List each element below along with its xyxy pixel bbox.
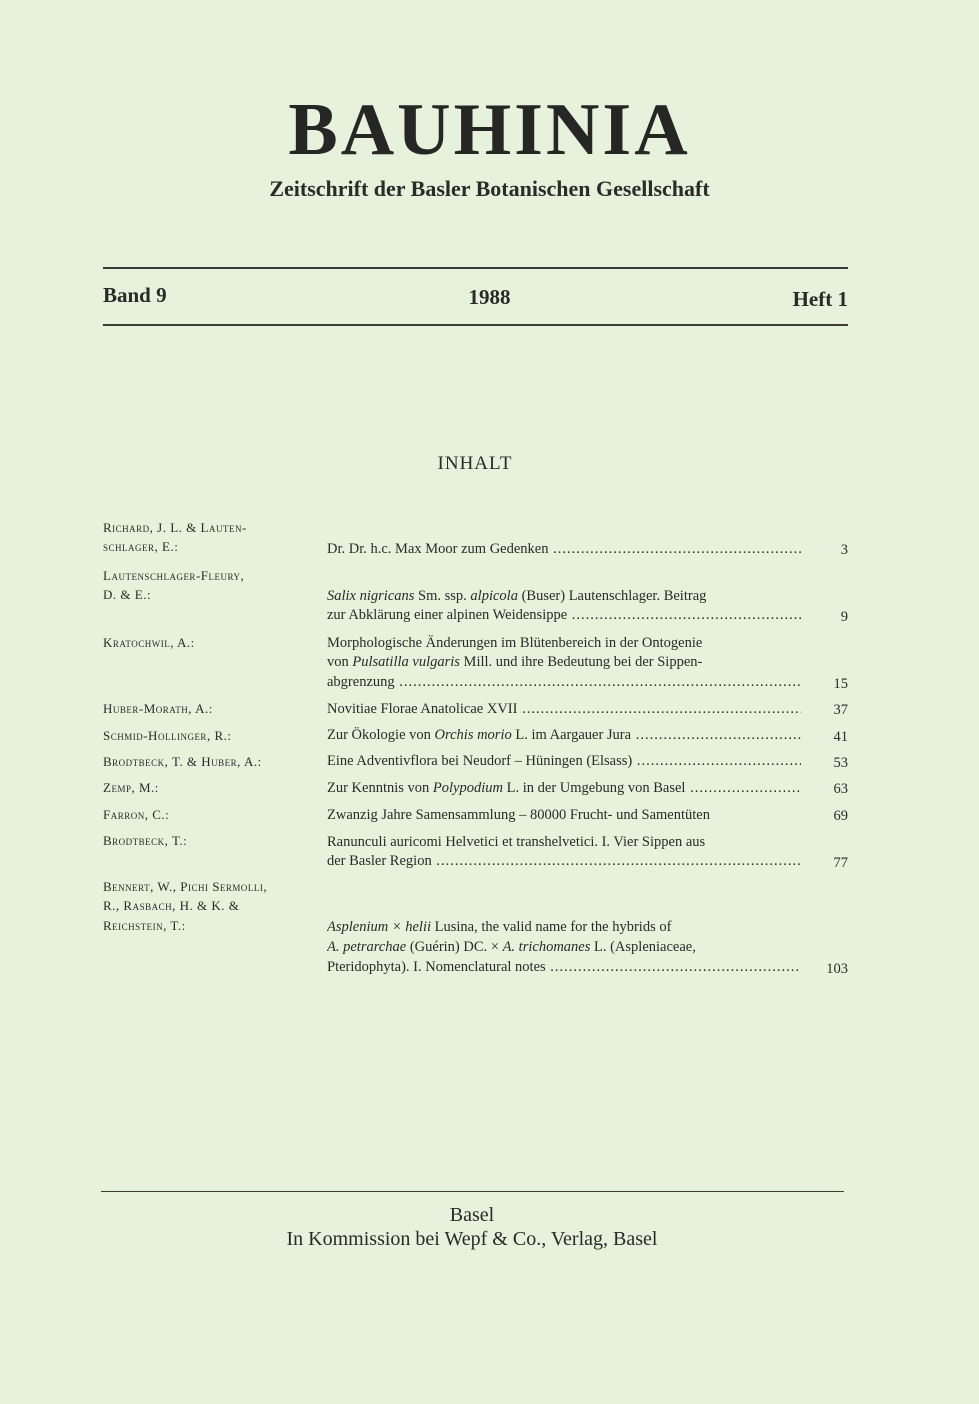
taxon-name: Asplenium × helii (327, 919, 432, 935)
taxon-name: Polypodium (432, 780, 503, 796)
toc-page-number: 53 (833, 755, 848, 771)
toc-page-number: 69 (833, 808, 848, 824)
toc-page-number: 103 (826, 961, 848, 977)
toc-title-line: Zur Ökologie von Orchis morio L. im Aargauer Jura ..... (327, 726, 801, 745)
toc-author-line: schlager, E.: (103, 539, 179, 554)
toc-title-line: Zur Kenntnis von Polypodium L. in der Umgebung von Basel ..... (327, 779, 801, 798)
publisher-city: Basel (449, 1204, 495, 1226)
taxon-name: alpicola (470, 588, 518, 604)
journal-subtitle: Zeitschrift der Basler Botanischen Gesellschaft (269, 176, 710, 201)
taxon-name: Salix nigricans (327, 588, 415, 604)
toc-author-line: Reichstein, T.: (103, 918, 186, 933)
toc-title-line: abgrenzung ..... (327, 673, 801, 692)
toc-author-line: Bennert, W., Pichi Sermolli, (103, 879, 268, 894)
issue-label: Heft 1 (792, 287, 848, 311)
toc-author-line: Richard, J. L. & Lauten- (103, 520, 247, 535)
publisher-line: In Kommission bei Wepf & Co., Verlag, Basel (286, 1228, 658, 1250)
toc-author-line: Kratochwil, A.: (103, 635, 195, 650)
taxon-name: A. petrarchae (327, 939, 407, 955)
toc-title-line: Pteridophyta). I. Nomenclatural notes ..... (327, 958, 801, 977)
toc-title-line: der Basler Region ..... (327, 852, 801, 871)
toc-title-line: Morphologische Änderungen im Blütenbereich in der Ontogenie (327, 635, 703, 651)
toc-author-line: Huber-Morath, A.: (103, 701, 213, 716)
toc-title-line: von Pulsatilla vulgaris Mill. und ihre Bedeutung bei der Sippen- (327, 654, 703, 670)
taxon-name: Pulsatilla vulgaris (352, 654, 460, 670)
toc-author-line: Brodtbeck, T. & Huber, A.: (103, 754, 262, 769)
toc-title-line: Dr. Dr. h.c. Max Moor zum Gedenken ..... (327, 540, 801, 559)
journal-title: BAUHINIA (288, 89, 691, 171)
toc-author-line: D. & E.: (103, 587, 152, 602)
toc-page-number: 41 (833, 729, 848, 745)
toc-title-line: Asplenium × helii Lusina, the valid name for the hybrids of (327, 919, 672, 935)
toc-title-line: Ranunculi auricomi Helvetici et transhelvetici. I. Vier Sippen aus (327, 834, 706, 850)
toc-author-line: Farron, C.: (103, 807, 170, 822)
toc-title-line: A. petrarchae (Guérin) DC. × A. trichomanes L. (Aspleniaceae, (327, 939, 696, 955)
taxon-name: A. trichomanes (502, 939, 591, 955)
toc-author-line: Schmid-Hollinger, R.: (103, 728, 232, 743)
taxon-name: Orchis morio (434, 727, 512, 743)
header-rule-top (103, 267, 848, 269)
toc-title-line: Zwanzig Jahre Samensammlung – 80000 Frucht- und Samentüten (327, 807, 710, 823)
toc-page-number: 63 (833, 781, 848, 797)
toc-title-line: Salix nigricans Sm. ssp. alpicola (Buser) Lautenschlager. Beitrag (327, 588, 707, 604)
header-rule-bottom (103, 324, 848, 326)
footer-rule (101, 1191, 844, 1192)
toc-author-line: Brodtbeck, T.: (103, 833, 188, 848)
toc-page-number: 9 (840, 609, 848, 625)
year-label: 1988 (468, 285, 511, 309)
toc-title-line: Novitiae Florae Anatolicae XVII ..... (327, 700, 801, 719)
toc-title-line: Eine Adventivflora bei Neudorf – Hüningen (Elsass) ..... (327, 752, 801, 771)
toc-author-line: Zemp, M.: (103, 780, 159, 795)
toc-page-number: 77 (833, 855, 848, 871)
toc-page-number: 3 (840, 542, 848, 558)
toc-page-number: 15 (833, 676, 848, 692)
contents-heading: INHALT (437, 453, 513, 474)
toc-page-number: 37 (833, 702, 848, 718)
toc-author-line: R., Rasbach, H. & K. & (103, 898, 240, 913)
toc-author-line: Lautenschlager-Fleury, (103, 568, 245, 583)
toc-title-line: zur Abklärung einer alpinen Weidensippe ..... (327, 606, 801, 625)
volume-label: Band 9 (103, 283, 167, 307)
